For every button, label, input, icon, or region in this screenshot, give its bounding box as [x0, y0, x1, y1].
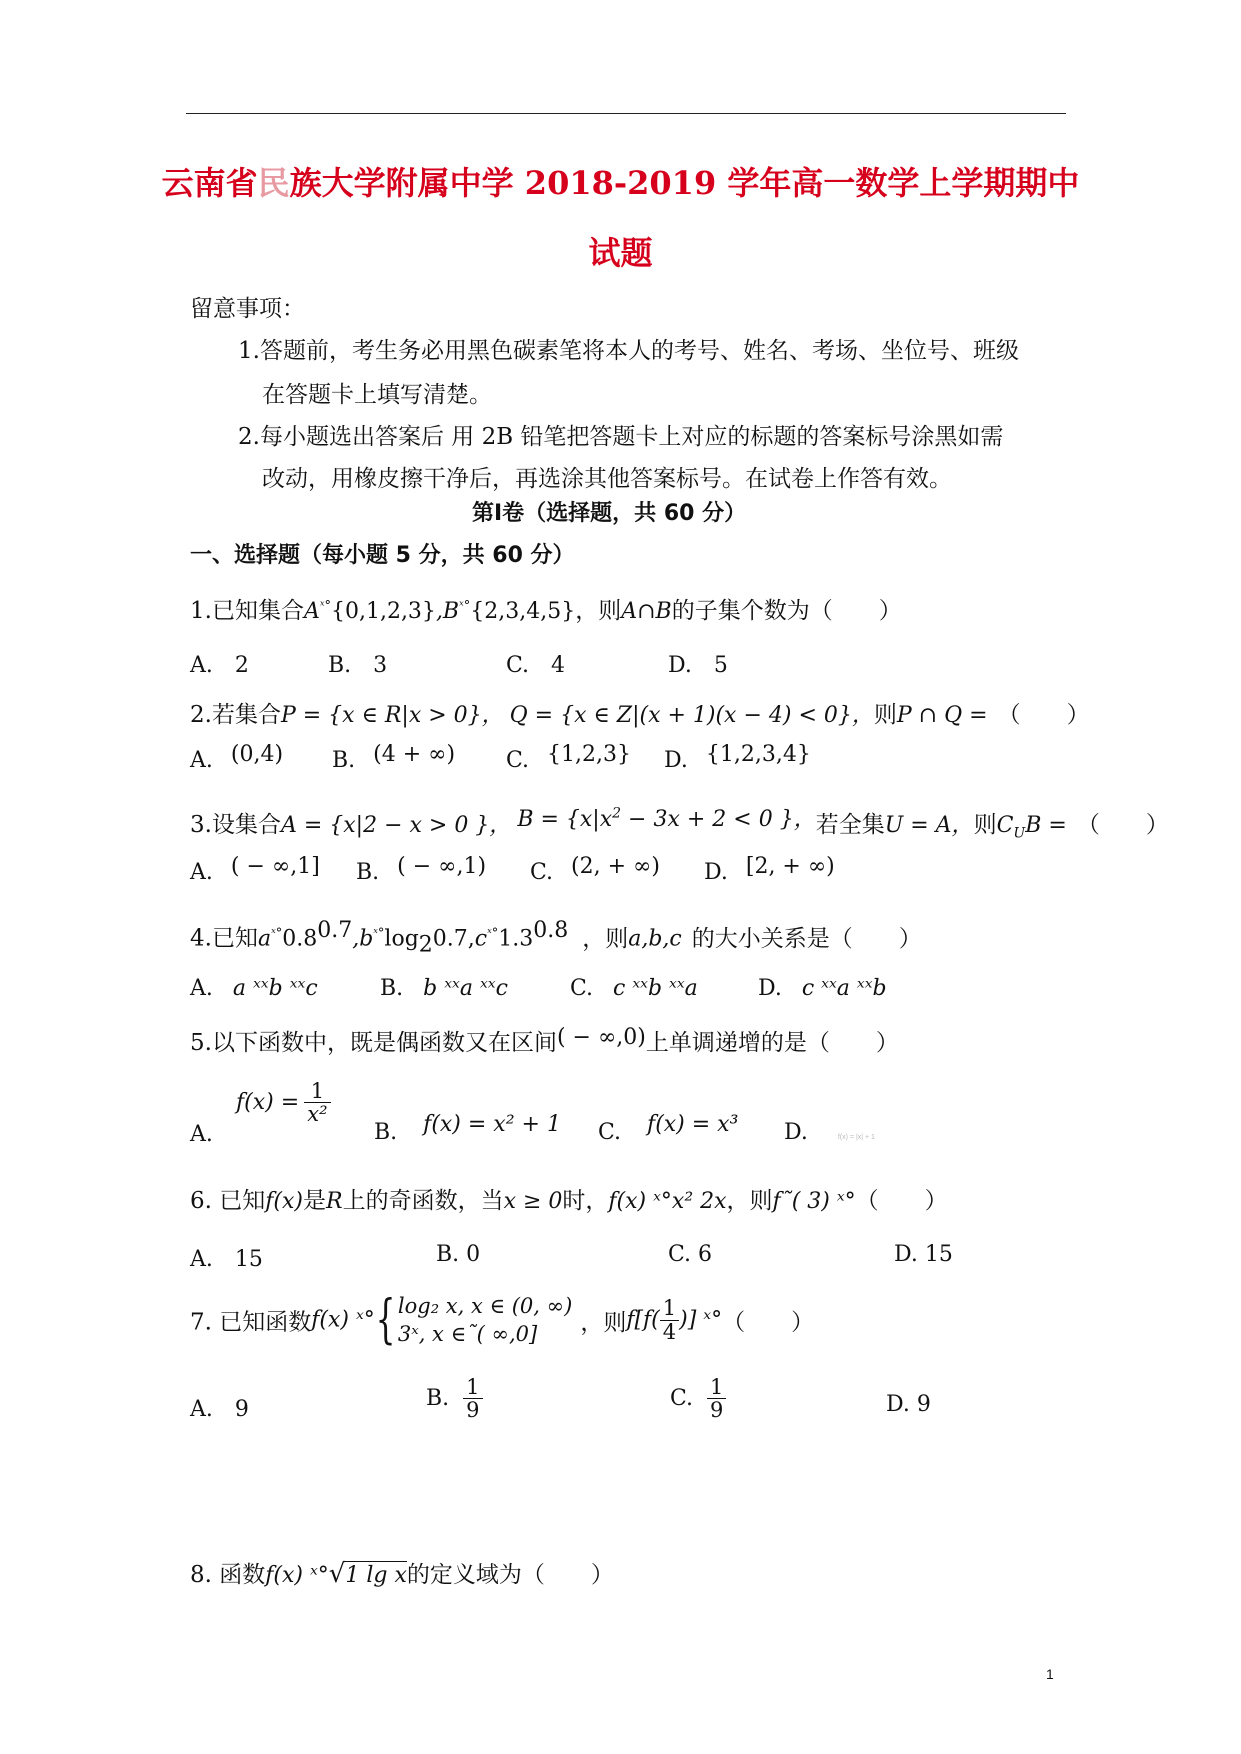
title-text-faded: 民 — [257, 164, 290, 202]
q6-option-d: D. 15 — [894, 1242, 953, 1267]
title-text: 族大学附属中学 2018-2019 学年高一数学上学期期中 — [289, 164, 1080, 202]
q2-option-value: (0,4) — [230, 742, 284, 767]
q4-var-b: ,b — [352, 926, 374, 952]
q4-mark: ˣ° — [487, 926, 499, 941]
q7-case-2: 3ˣ, x ∈˜( ∞,0] — [397, 1322, 538, 1346]
q2-prefix: 2.若集合 — [190, 702, 281, 728]
q6-mid3: 时， — [562, 1188, 609, 1214]
q4-a-exponent: 0.7 — [317, 918, 353, 943]
question-8 — [190, 1556, 614, 1589]
q4-mid: ，则 — [582, 925, 629, 952]
question-1 — [190, 592, 902, 625]
q7-option-d: D. 9 — [886, 1392, 931, 1417]
notes-item-2-line-1: 2.每小题选出答案后 用 2B 铅笔把答题卡上对应的标题的答案标号涂黑如需 — [238, 424, 1004, 450]
q7-option-c — [670, 1376, 726, 1421]
q6-mid1: 是 — [302, 1188, 326, 1214]
q4-option-value: a ˣˣb ˣˣc — [232, 976, 318, 1001]
q7-ask-fraction — [660, 1297, 679, 1342]
q7-option-denominator: 9 — [710, 1398, 724, 1423]
q7-option-c-fraction — [707, 1376, 726, 1421]
q8-sqrt-sign: √ — [328, 1559, 346, 1589]
q6-option-b: B. 0 — [436, 1242, 481, 1267]
q2-option-b — [332, 742, 456, 773]
q5-option-b — [374, 1112, 561, 1145]
q6-condition: x ≥ 0 — [503, 1189, 563, 1214]
q3-option-label: A. — [190, 860, 213, 885]
q7-prefix: 7. 已知函数 — [190, 1309, 312, 1336]
q1-prefix: 1.已知集合 — [190, 598, 304, 624]
q2-option-value: {1,2,3,4} — [705, 742, 811, 767]
q3-mid: 若全集 — [815, 812, 885, 838]
q7-mid: ，则 — [580, 1309, 627, 1336]
q4-option-label: A. — [190, 976, 213, 1001]
q2-option-label: B. — [332, 748, 356, 773]
q3-universal-set: U = A， — [884, 813, 974, 838]
q4-option-a — [190, 976, 318, 1001]
notes-item-2-line-2: 改动，用橡皮擦干净后，再选涂其他答案标号。在试卷上作答有效。 — [262, 466, 952, 492]
q5-suffix: 上单调递增的是（ ） — [645, 1030, 899, 1056]
q5-option-a-label: A. — [190, 1122, 213, 1147]
q6-definition: f(x) ˣ°x² 2x — [608, 1189, 727, 1214]
q8-prefix: 8. 函数 — [190, 1562, 266, 1588]
q6-ask: f˜( 3) ˣ° — [772, 1189, 856, 1214]
q5-option-value: f(x) = x³ — [647, 1112, 739, 1137]
q6-option-a: A. 15 — [190, 1247, 263, 1272]
q7-ask-denominator: 4 — [662, 1319, 677, 1344]
q7-option-b-fraction — [463, 1376, 482, 1421]
q5-option-a-denominator: x² — [307, 1102, 328, 1127]
q5-option-a-numerator: 1 — [304, 1080, 330, 1103]
notes-heading: 留意事项： — [190, 296, 305, 322]
q1-option-a: A. 2 — [190, 653, 249, 678]
q4-mark: ˣ° — [271, 926, 283, 941]
q5-option-d — [784, 1120, 875, 1145]
q4-option-b — [380, 976, 508, 1001]
q3-set-a: A = {x|2 − x > 0 }， — [280, 813, 512, 838]
q3-option-d — [704, 854, 835, 885]
q8-radicand: 1 lg x — [345, 1563, 407, 1588]
q1-option-b: B. 3 — [328, 653, 388, 678]
question-3 — [190, 806, 1169, 841]
q3-set-b-exponent: 2 — [612, 805, 622, 822]
q4-b-log: log — [384, 926, 419, 952]
q5-option-value: f(x) = x² + 1 — [423, 1112, 561, 1137]
q4-option-value: b ˣˣa ˣˣc — [423, 976, 508, 1001]
q3-set-b-rest: − 3x + 2 < 0 }， — [621, 807, 816, 832]
q7-option-a: A. 9 — [190, 1397, 249, 1422]
q7-ask-pre: f[f( — [626, 1307, 660, 1333]
q1-set-b: ,B — [435, 599, 460, 624]
q6-mid4: ，则 — [726, 1188, 773, 1214]
q2-option-value: (4 + ∞) — [373, 742, 456, 767]
section-title: 一、选择题（每小题 5 分，共 60 分） — [190, 543, 575, 568]
q7-option-label: C. — [670, 1386, 694, 1412]
q2-set-q: Q = {x ∈ Z|(x + 1)(x − 4) < 0}， — [509, 703, 874, 728]
notes-item-1-line-1: 1.答题前，考生务必用黑色碳素笔将本人的考号、姓名、考场、坐位号、班级 — [238, 338, 1019, 364]
q5-interval: ( − ∞,0) — [556, 1025, 646, 1050]
q7-piecewise — [398, 1292, 572, 1349]
question-2 — [190, 696, 1090, 729]
q6-suffix: （ ） — [855, 1188, 948, 1214]
q4-option-label: B. — [380, 976, 404, 1001]
q6-option-c: C. 6 — [668, 1242, 713, 1267]
q1-suffix: 的子集个数为（ ） — [671, 598, 902, 624]
q1-mark: ˣ° — [459, 598, 471, 614]
q5-option-d-faint-value: f(x) = |x| + 1 — [837, 1134, 875, 1141]
q4-option-label: C. — [570, 976, 594, 1001]
q2-option-label: C. — [506, 748, 530, 773]
q2-option-c — [506, 742, 632, 773]
q7-case-1: log₂ x, x ∈ (0, ∞) — [397, 1293, 573, 1318]
q3-mid2: 则 — [973, 812, 997, 838]
q8-function: f(x) ˣ° — [265, 1563, 329, 1588]
q4-var-a: a — [257, 926, 272, 952]
q3-complement-sub: U — [1013, 825, 1026, 842]
q3-suffix: （ ） — [1076, 812, 1169, 838]
q4-option-c — [570, 976, 698, 1001]
q7-ask-post: )] ˣ° — [679, 1307, 723, 1333]
q4-vars: a,b,c — [628, 926, 682, 952]
q5-prefix: 5.以下函数中，既是偶函数又在区间 — [190, 1030, 557, 1056]
q5-option-label: C. — [598, 1120, 622, 1145]
q4-option-value: c ˣˣb ˣˣa — [613, 976, 698, 1001]
q2-mid: 则 — [873, 702, 897, 728]
q3-option-c — [530, 854, 660, 885]
q4-b-log-base: 2 — [418, 932, 433, 958]
q4-var-c: c — [474, 926, 488, 952]
q2-option-label: A. — [190, 748, 213, 773]
document-title-line2: 试题 — [588, 234, 653, 272]
q3-option-value: [2, + ∞) — [745, 854, 835, 879]
q6-mid2: 上的奇函数，当 — [342, 1188, 504, 1214]
q1-expr: A∩B — [621, 599, 672, 624]
q2-option-value: {1,2,3} — [547, 742, 632, 767]
q3-option-label: B. — [356, 860, 380, 885]
q2-suffix: （ ） — [997, 702, 1090, 728]
q7-suffix: （ ） — [722, 1309, 815, 1336]
q1-mid: ，则 — [575, 598, 622, 624]
q4-c-value: 1.3 — [498, 926, 534, 952]
q5-option-a-fraction — [304, 1080, 330, 1125]
q2-set-p: P = {x ∈ R|x > 0}， — [280, 703, 504, 728]
q3-option-value: ( − ∞,1] — [230, 854, 320, 879]
q4-b-value: 0.7, — [432, 926, 475, 952]
q4-option-d — [758, 976, 887, 1001]
q4-suffix: 的大小关系是（ ） — [691, 925, 922, 952]
q3-complement-post: B = — [1025, 813, 1067, 838]
q5-option-label: D. — [784, 1120, 808, 1145]
q2-option-label: D. — [664, 748, 688, 773]
q4-prefix: 4.已知 — [190, 925, 258, 952]
q6-function: f(x) — [265, 1189, 303, 1214]
q3-option-b — [356, 854, 487, 885]
q5-option-c — [598, 1112, 739, 1145]
question-7 — [190, 1290, 814, 1350]
question-4 — [190, 918, 922, 957]
q1-option-c: C. 4 — [506, 653, 566, 678]
q6-real-set: R — [325, 1189, 343, 1214]
q4-a-value: 0.8 — [282, 926, 318, 952]
q1-set-a: A — [303, 599, 320, 624]
q4-mark: ˣ° — [373, 926, 385, 941]
q7-option-denominator: 9 — [466, 1398, 480, 1423]
q5-option-label: B. — [374, 1120, 398, 1145]
title-text: 云南省 — [161, 164, 258, 202]
q1-set-a-value: {0,1,2,3} — [330, 599, 436, 624]
q6-prefix: 6. 已知 — [190, 1188, 266, 1214]
notes-item-1-line-2: 在答题卡上填写清楚。 — [262, 382, 492, 408]
q7-option-numerator: 1 — [463, 1376, 482, 1399]
q4-option-label: D. — [758, 976, 782, 1001]
q7-brace: { — [375, 1290, 396, 1350]
q3-complement: C — [996, 813, 1014, 838]
q2-expr: P ∩ Q = — [896, 703, 988, 728]
q7-ask-numerator: 1 — [660, 1297, 679, 1320]
q7-option-numerator: 1 — [707, 1376, 726, 1399]
q8-suffix: 的定义域为（ ） — [406, 1562, 614, 1588]
q3-set-b: B = {x|x — [517, 807, 613, 832]
q4-option-value: c ˣˣa ˣˣb — [801, 976, 887, 1001]
q7-function: f(x) ˣ° — [311, 1307, 375, 1333]
q2-option-d — [664, 742, 811, 773]
q5-option-a — [236, 1080, 331, 1125]
question-5 — [190, 1024, 899, 1057]
q2-option-a — [190, 742, 284, 773]
q5-option-a-lhs: f(x) = — [236, 1090, 300, 1116]
q7-option-label: B. — [426, 1386, 450, 1412]
document-title-line1 — [0, 158, 1241, 204]
page-number: 1 — [1046, 1666, 1054, 1682]
q1-option-d: D. 5 — [668, 653, 728, 678]
q3-option-a — [190, 854, 320, 885]
q3-option-value: (2, + ∞) — [571, 854, 660, 879]
q7-option-b — [426, 1376, 483, 1421]
q3-option-label: C. — [530, 860, 554, 885]
q3-option-value: ( − ∞,1) — [397, 854, 487, 879]
header-rule — [186, 113, 1066, 114]
q4-c-exponent: 0.8 — [533, 918, 569, 943]
q1-mark: ˣ° — [319, 598, 331, 614]
q1-set-b-value: {2,3,4,5} — [470, 599, 576, 624]
q3-prefix: 3.设集合 — [190, 812, 281, 838]
q3-option-label: D. — [704, 860, 728, 885]
part-title: 第Ⅰ卷（选择题，共 60 分） — [472, 501, 747, 526]
question-6 — [190, 1182, 948, 1215]
